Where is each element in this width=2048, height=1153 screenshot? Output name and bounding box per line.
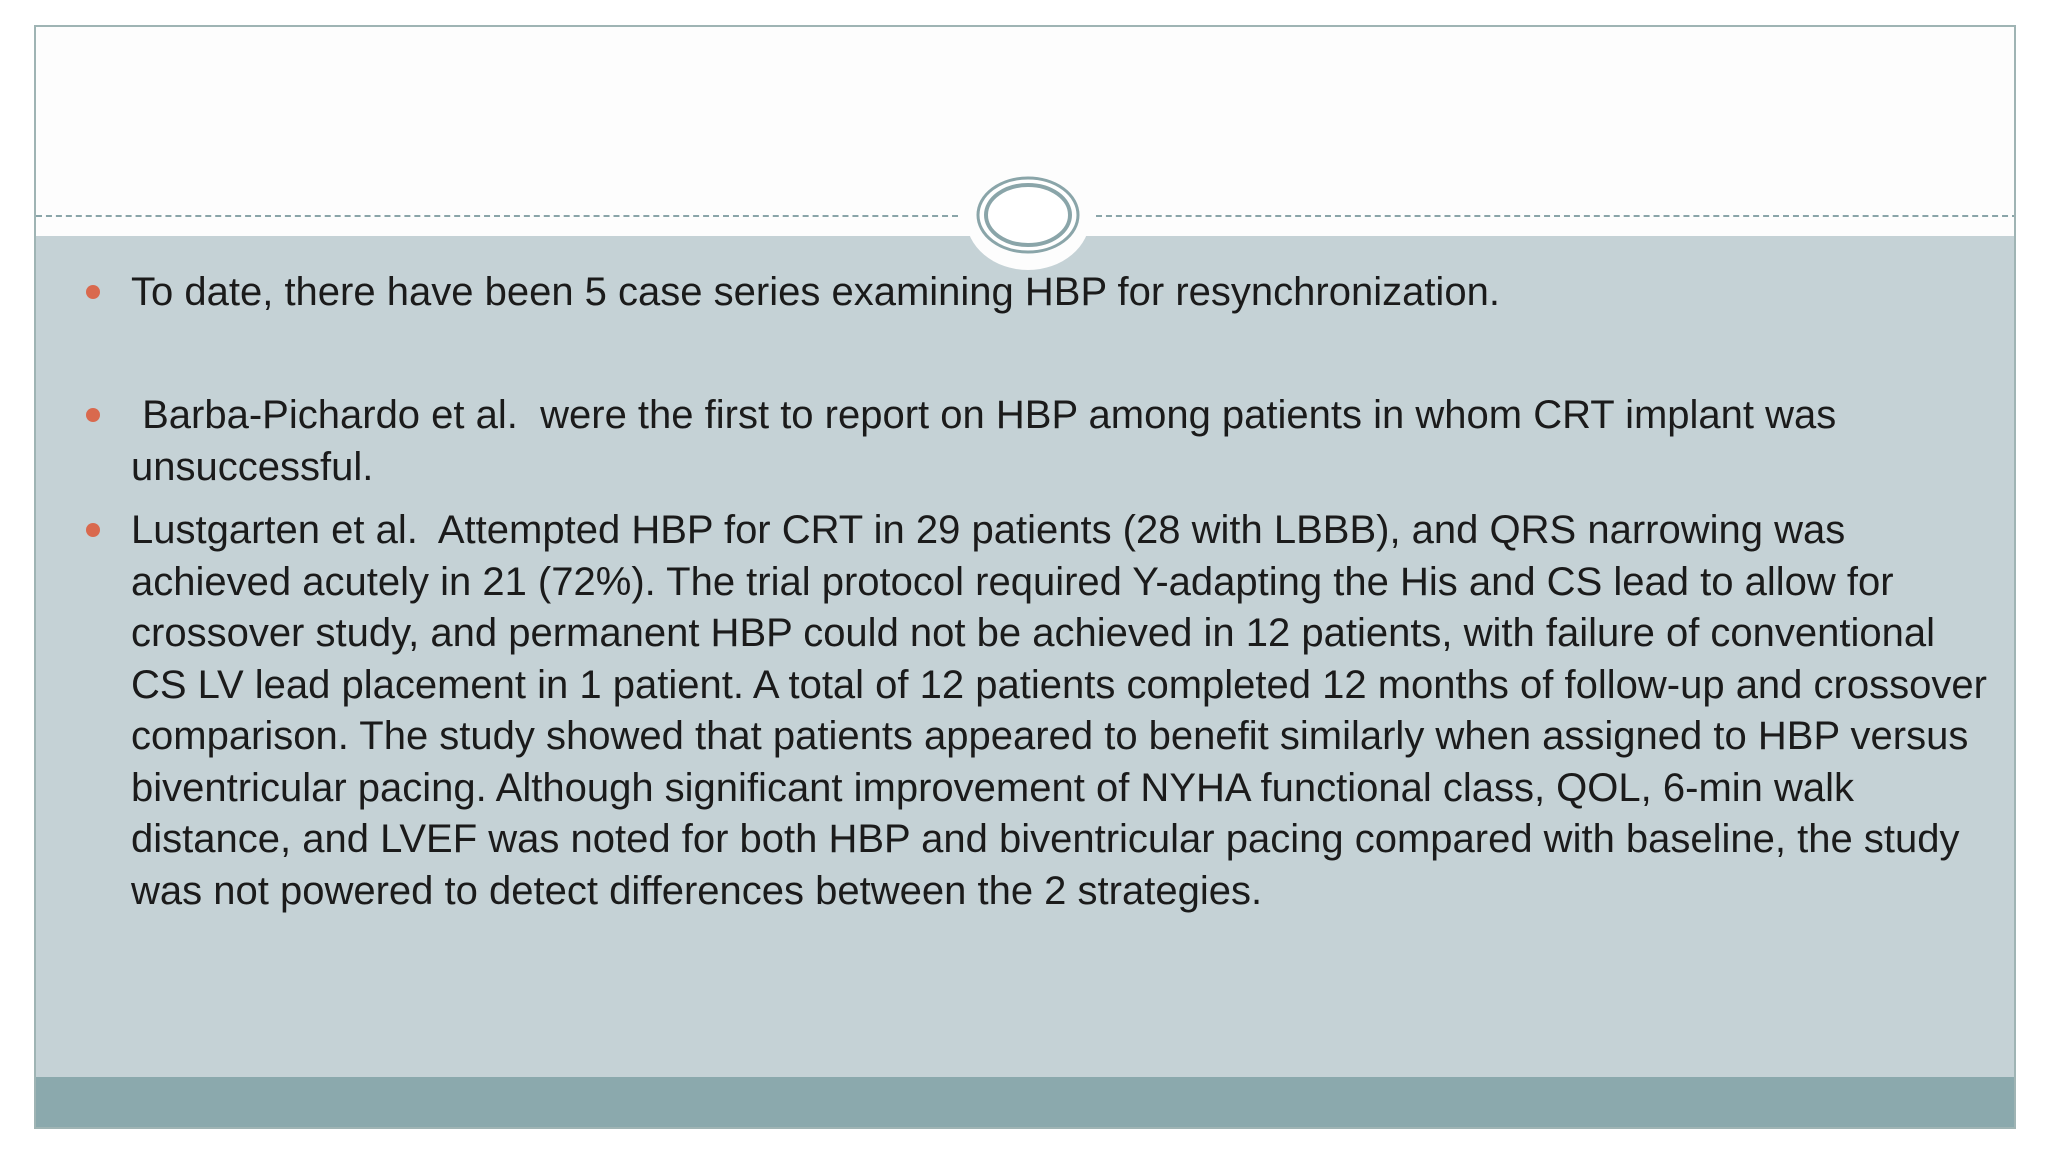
bullet-item-barba-pichardo	[131, 390, 2001, 493]
bullet-text: To date, there have been 5 case series examining HBP for resynchronization.	[131, 270, 1500, 314]
bullet-marker	[86, 285, 100, 299]
bullet-text: Lustgarten et al. Attempted HBP for CRT in 29 patients (28 with LBBB), and QRS narrowing was achieved acutely in 21 (72%). The trial protocol required Y-adapting the His and CS lead to allow for crossover study, and permanent HBP could not be achieved in 12 patients, with failure of conventional CS LV lead placement in 1 patient. A total of 12 patients completed 12 months of follow-up and crossover comparison. The study showed that patients appeared to benefit similarly when assigned to HBP versus biventricular pacing. Although significant improvement of NYHA functional class, QOL, 6-min walk distance, and LVEF was noted for both HBP and biventricular pacing compared with baseline, the study was not powered to detect differences between the 2 strategies.	[131, 508, 1999, 913]
bullet-item-case-series	[131, 267, 2001, 319]
bullet-marker	[86, 523, 100, 537]
bullet-text: Barba-Pichardo et al. were the first to report on HBP among patients in whom CRT implant was unsuccessful.	[131, 393, 1848, 489]
bullet-marker	[86, 408, 100, 422]
bullet-list	[36, 27, 2014, 1127]
bullet-item-lustgarten	[131, 505, 2001, 917]
slide	[34, 25, 2016, 1129]
